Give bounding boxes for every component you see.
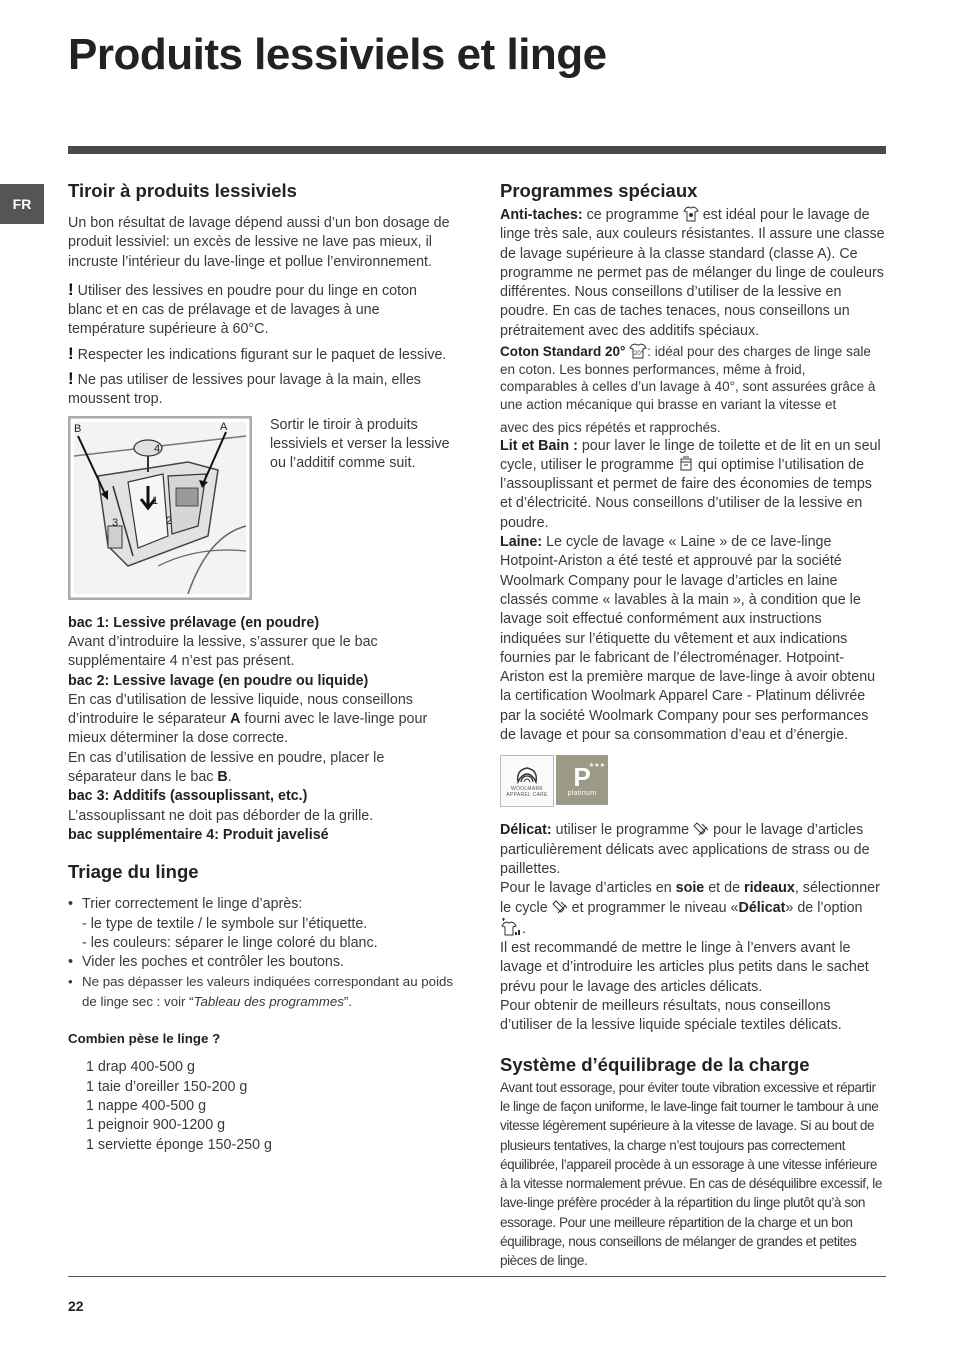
left-column — [68, 178, 454, 1155]
bac3-title: bac 3: Additifs (assouplissant, etc.) — [68, 788, 308, 805]
warning-icon: ! — [68, 279, 74, 299]
label-4: 4 — [154, 442, 161, 455]
bac1-title: bac 1: Lessive prélavage (en poudre) — [68, 614, 320, 631]
label-a: A — [220, 420, 228, 433]
liquide-paragraph: Pour obtenir de meilleurs résultats, nous conseillons d’utiliser de la lessive liquide spéciale textiles délicats. — [500, 998, 842, 1034]
soie-paragraph: Pour le lavage d’articles en soie et de rideaux, sélectionner le cycle et programmer le niveau «Délicat» de l’option . — [500, 880, 880, 937]
warning-3: ! Ne pas utiliser de lessives pour lavage à la main, elles moussent trop. — [68, 369, 421, 408]
label-1: 1 — [152, 494, 159, 507]
warning-1: ! Utiliser des lessives en poudre pour du linge en coton blanc et en cas de prélavage et de lavages à une température supérieure à 60°C. — [68, 279, 418, 338]
warning-icon: ! — [68, 343, 74, 363]
laine-paragraph: Laine: Le cycle de lavage « Laine » de ce lave-linge Hotpoint-Ariston a été testé et approuvé par la société Woolmark Company pour le lavage d’articles en laine classés comme « lavables à la main », à condition que le lavage soit effectué conformément aux instructions indiquées sur l’étiquette du vêtement et aux indications fournies par le fabricant de l’électroménager. Hotpoint-Ariston est la première marque de lave-linge à avoir obtenu la certification Woolmark Apparel Care - Platinum délivrée par la société Woolmark Company pour ses performances de lavage et pour sa consommation d’eau et d’énergie. — [500, 534, 876, 744]
certification-logos — [500, 755, 886, 807]
equilibrage-text: Avant tout essorage, pour éviter toute vibration excessive et répartir le linge de façon uniforme, le lave-linge fait tourner le tambour à une vitesse légèrement supérieure à la vitesse de lavage. Si au bout de plusieurs tentatives, la charge n’est toujours pas correctement équilibrée, l’appareil procède à un essorage à une vitesse inférieure à la vitesse normalement prévue. En cas de déséquilibre excessif, le lave-linge préfère procéder à la répartition du linge plutôt qu’à son essorage. Pour une meilleure répartition de la charge et un bon équilibrage, nous conseillons de mélanger de grandes et petites pièces de linge. — [500, 1079, 882, 1269]
envers-paragraph: Il est recommandé de mettre le linge à l’envers avant le lavage et d’introduire les articles plus petits dans le sachet prévu pour le lavage des articles délicats. — [500, 940, 869, 995]
warning-2: ! Respecter les indications figurant sur le paquet de lessive. — [68, 343, 447, 363]
list-item: 1 drap 400-500 g — [86, 1059, 195, 1076]
page-title: Produits lessiviels et linge — [68, 30, 607, 79]
platinum-logo: ★★★ P platinum — [556, 755, 608, 805]
footer-rule — [68, 1276, 886, 1277]
towel-icon — [678, 456, 694, 472]
woolmark-logo: WOOLMARK APPAREL CARE — [500, 755, 554, 807]
bac2-text-liquid: En cas d’utilisation de lessive liquide, nous conseillons d’introduire le séparateur A fourni avec le lave-linge pour mieux déterminer la dose correcte. — [68, 691, 428, 747]
anti-taches-paragraph: Anti-taches: ce programme est idéal pour le lavage de linge très sale, aux couleurs résistantes. Il assure une classe de lavage supérieure à la classe standard (classe A). Ce programme ne permet pas de mélanger du linge de couleurs différentes. Nous conseillons d’utiliser de la lessive en poudre. En cas de taches tenaces, nous conseillons un prétraitement avec des additifs spéciaux. — [500, 207, 885, 339]
svg-text:20°: 20° — [634, 351, 644, 358]
sub-item: - le type de textile / le symbole sur l’étiquette. — [82, 915, 368, 932]
label-b: B — [74, 422, 82, 435]
delicat-paragraph: Délicat: utiliser le programme pour le lavage d’articles particulièrement délicats avec applications de strass ou de paillettes. — [500, 822, 870, 877]
list-item: 1 nappe 400-500 g — [86, 1097, 207, 1114]
figure-caption: Sortir le tiroir à produits lessiviels et verser la lessive ou l’additif comme suit. — [270, 416, 450, 472]
drawer-figure-row — [68, 416, 454, 600]
weights-list — [68, 1058, 454, 1154]
bac1-text: Avant d’introduire la lessive, s’assurer que le bac supplémentaire 4 n’est pas présent. — [68, 633, 378, 670]
delicate-icon — [552, 899, 568, 915]
option-level-icon — [500, 918, 522, 936]
shirt-stain-icon — [683, 206, 699, 222]
list-item: 1 serviette éponge 150-250 g — [86, 1136, 272, 1153]
platinum-p-icon: P — [573, 762, 591, 793]
bac2-title: bac 2: Lessive lavage (en poudre ou liquide) — [68, 672, 369, 689]
sub-item: - les couleurs: séparer le linge coloré du blanc. — [82, 934, 378, 951]
language-tab: FR — [0, 184, 44, 224]
coton-paragraph-end: avec des pics répétés et rapprochés. — [500, 419, 721, 435]
list-item: 1 taie d’oreiller 150-200 g — [86, 1078, 248, 1095]
list-item: • Ne pas dépasser les valeurs indiquées correspondant au poids de linge sec : voir “Tableau des programmes”. — [68, 972, 454, 1011]
shirt-20-icon — [629, 343, 647, 359]
triage-list — [68, 895, 454, 1011]
section-heading-tiroir: Tiroir à produits lessiviels — [68, 180, 297, 201]
bac4-title: bac supplémentaire 4: Produit javelisé — [68, 826, 329, 843]
coton-paragraph: Coton Standard 20° 20° : idéal pour des charges de linge sale en coton. Les bonnes performances, même à froid, comparables à celles d’un lavage à 40°, sont assurées grâce à une action mécanique qui brasse en variant la vitesse et — [500, 344, 876, 413]
section-heading-programmes: Programmes spéciaux — [500, 180, 698, 201]
list-item: • Trier correctement le linge d’après: - le type de textile / le symbole sur l’étiquette. - les couleurs: séparer le linge coloré du blanc. — [68, 895, 454, 953]
bac2-text-powder: En cas d’utilisation de lessive en poudre, placer le séparateur dans le bac B. — [68, 749, 385, 786]
warning-icon: ! — [68, 369, 74, 389]
label-3: 3 — [112, 516, 119, 529]
header-rule — [68, 146, 886, 154]
page-number: 22 — [68, 1298, 84, 1314]
right-column — [500, 178, 886, 1271]
weights-heading: Combien pèse le linge ? — [68, 1031, 221, 1047]
delicate-icon — [693, 821, 709, 837]
stars: ★★★ — [588, 763, 605, 770]
lit-bain-paragraph: Lit et Bain : pour laver le linge de toilette et de lit en un seul cycle, utiliser le programme qui optimise l’utilisation de l’assouplissant et permet de faire des économies de temps et d’électricité. Nous conseillons d’utiliser de la lessive en poudre. — [500, 437, 881, 531]
section-heading-triage: Triage du linge — [68, 861, 199, 883]
section-heading-equilibrage: Système d’équilibrage de la charge — [500, 1053, 810, 1075]
list-item: • Vider les poches et contrôler les boutons. — [68, 953, 454, 972]
list-item: 1 peignoir 900-1200 g — [86, 1117, 226, 1134]
tiroir-intro: Un bon résultat de lavage dépend aussi d’un bon dosage de produit lessiviel: un excès de lessive ne lave pas mieux, il incruste l’intérieur du lave-linge et pollue l’environnement. — [68, 215, 450, 270]
label-2: 2 — [166, 514, 173, 527]
detergent-drawer-illustration — [68, 416, 252, 600]
woolmark-icon — [514, 764, 540, 786]
bac3-text: L’assouplissant ne doit pas déborder de la grille. — [68, 807, 374, 824]
